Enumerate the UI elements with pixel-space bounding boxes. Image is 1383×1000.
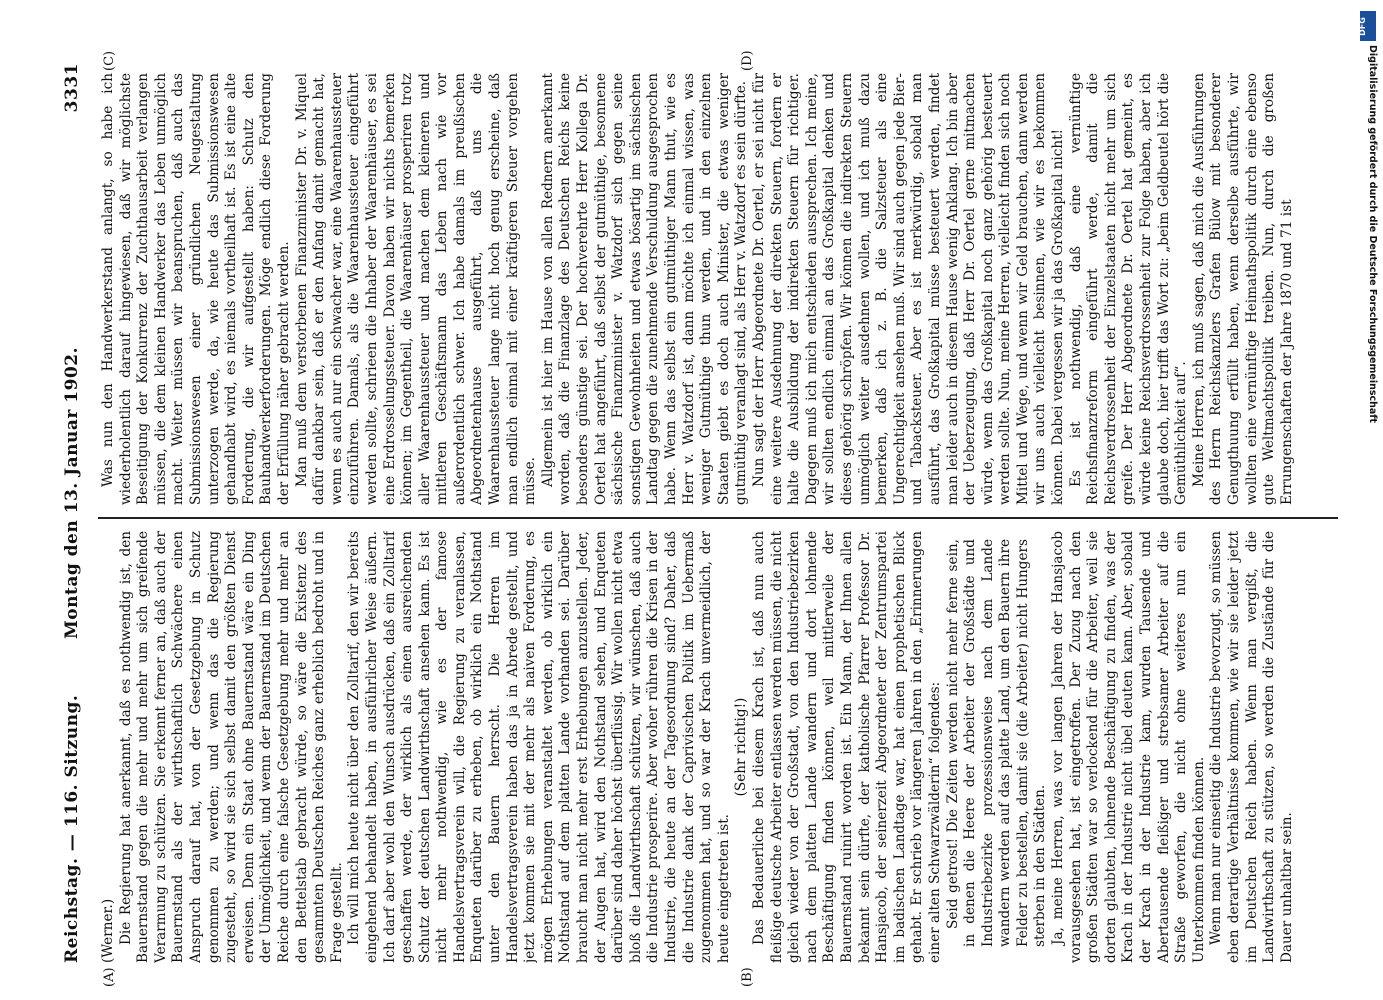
right-paragraph: Es ist nothwendig, daß eine vernünftige Reichsfinanzreform eingeführt werde, damit die Reichsverdrossenheit der Einzelstaaten nicht mehr um sich greife. Der Herr Abgeordnete Dr. Oertel hat gemeint, es würde keine Reichsverdrossenheit zur Folge haben, aber ich glaube doch, hier trifft das Wort zu: „beim Geldbeutel hört die Gemüthlichkeit auf“. [1067, 73, 1190, 505]
right-paragraph: Man muß dem verstorbenen Finanzminister Dr. v. Miquel dafür dankbar sein, daß er den Anfang damit gemacht hat, wenn es auch nur ein schwacher war, eine Waarenhaussteuer einzuführen. Damals, als die Waarenhaussteuer eingeführt werden sollte, schrieen die Inhaber der Waarenhäuser, es sei eine Erdrosselungssteuer. Davon haben wir nichts bemerken können; im Gegentheil, die Waarenhäuser prosperiren trotz aller Waarenhaussteuer und machen dem kleineren und mittleren Geschäftsmann das Leben nach wie vor außerordentlich schwer. Ich habe damals im preußischen Abgeordnetenhause ausgeführt, daß uns die Waarenhaussteuer lange nicht hoch genug erscheine, daß man endlich einmal mit einer kräftigeren Steuer vorgehen müsse. [293, 73, 539, 505]
right-column [100, 73, 1340, 505]
page-number: 3331 [62, 63, 82, 113]
interjection: (Sehr richtig!) [733, 697, 750, 797]
right-paragraph: Meine Herren, ich muß sagen, daß mich die Ausführungen des Herrn Reichskanzlers Grafen Bülow mit besonderer Genugthuung erfüllt haben, wenn derselbe ausführte, wir wollten eine vernünftige Heimathspolitik durch eine ebenso gute Weltmachtspolitik treiben. Nun, durch die großen Errungenschaften der Jahre 1870 und 71 ist [1190, 73, 1295, 505]
header-date: Montag den 13. Januar 1902. [62, 346, 82, 640]
right-paragraph: Nun sagt der Herr Abgeordnete Dr. Oertel, er sei nicht für eine weitere Ausdehnung der direkten Steuern, fordern er halte die Ausbildung der indirekten Steuern für richtiger. Dagegen muß ich mich entschieden aussprechen. Ich meine, wir sollten endlich einmal an das Großkapital denken und dieses gehörig schröpfen. Wir können die indirekten Steuern unmöglich weiter ausdehnen wollen, und ich muß dazu bemerken, daß ich z. B. die Salzsteuer als eine Ungerechtigkeit ansehen muß. Wir sind auch gegen jede Bier- und Tabacksteuer. Aber es ist merkwürdig, sobald man ausführt, das Großkapital müsse besteuert werden, findet man leider auch in diesem Hause wenig Anklang. Ich bin aber der Ueberzeugung, daß Herr Dr. Oertel gerne mitmachen würde, wenn das Großkapital noch ganz gehörig besteuert werden sollte. Nun, meine Herren, vielleicht finden sich noch Mittel und Wege, und wenn wir Geld brauchen, dann werden wir uns auch vielleicht besinnen, wie wir es bekommen können. Dabei vergessen wir ja das Großkapital nicht! [750, 73, 1067, 505]
margin-marker-d: (D) [740, 50, 755, 71]
left-paragraph: Ja, meine Herren, was vor langen Jahren der Hansjacob vorausgesehen hat, ist eingetroffen. Der Zuzug nach den großen Städten war so verlockend für die Arbeiter, weil sie dorten glaubten, lohnende Beschäftigung zu finden, was der Krach in der Industrie nicht übel deuten kann. Aber, sobald der Krach in der Industrie kam, wurden Tausende und Abertausende fleißiger und strebsamer Arbeiter auf die Straße geworfen, die nicht ohne weiteres nun ein Unterkommen finden können. [1050, 531, 1207, 963]
left-paragraph: Das Bedauerliche bei diesem Krach ist, daß nun auch fleißige deutsche Arbeiter entlassen werden müssen, die nicht gleich wieder von der Großstadt, von den Industriebezirken nach dem platten Lande wandern und dort lohnende Beschäftigung finden können, weil mittlerweile der Bauernstand ruinirt worden ist. Ein Mann, der Ihnen allen bekannt sein dürfte, der katholische Pfarrer Professor Dr. Hansjacob, der seinerzeit Abgeordneter der Zentrumspartei im badischen Landtage war, hat einen prophetischen Blick gehabt. Er schrieb vor längeren Jahren in den „Erinnerungen einer alten Schwarzwälderin“ folgendes: [750, 531, 943, 963]
header-session: Reichstag. — 116. Sitzung. [62, 694, 82, 963]
left-column [100, 531, 1340, 963]
digitization-notice [1358, 5, 1378, 995]
right-paragraph: Allgemein ist hier im Hause von allen Rednern anerkannt worden, daß die Finanzlage des Deutschen Reichs keine besonders günstige sei. Der hochverehrte Herr Kollega Dr. Oertel hat angeführt, daß selbst der gutmüthige, besonnene sächsische Finanzminister v. Watzdorf sich gegen seine sonstigen Gewohnheiten und etwas bösartig im sächsischen Landtag gegen die zunehmende Verschuldung ausgesprochen habe. Wenn das selbst ein gutmüthiger Mann thut, wie es Herr v. Watzdorf ist, dann möchte ich einmal wissen, was weniger Gutmüthige thun werden, und in den einzelnen Staaten giebt es doch auch Minister, die etwas weniger gutmüthig veranlagt sind, als Herr v. Watzdorf es sein dürfte. [539, 73, 750, 505]
right-paragraph: Was nun den Handwerkerstand anlangt, so habe ich wiederholentlich darauf hingewiesen, daß wir möglichste Beseitigung der Konkurrenz der Zuchthausarbeit verlangen müssen, die dem kleinen Handwerker das Leben unmöglich macht. Weiter müssen wir beanspruchen, daß auch das Submissionswesen einer gründlichen Neugestaltung unterzogen werde, da, wie heute das Submissionswesen gehandhabt wird, es niemals vortheilhaft ist. Es ist eine alte Forderung, die wir aufgestellt haben: Schutz den Bauhandwerkerforderungen. Möge endlich diese Forderung der Erfüllung näher gebracht werden. [100, 73, 292, 505]
margin-marker-b: (B) [740, 967, 755, 987]
left-paragraph: Ich will mich heute nicht über den Zolltarif, den wir bereits eingehend behandelt haben, in ausführlicher Weise äußern. Ich darf aber wohl den Wunsch ausdrücken, daß ein Zolltarif geschaffen werde, der wirklich als einen ausreichenden Schutz der deutschen Landwirthschaft ansehen kann. Es ist nicht mehr nothwendig, wie es der famose Handelsvertragsverein will, die Regierung zu veranlassen, Enqueten darüber zu erheben, ob wirklich ein Nothstand unter den Bauern herrscht. Die Herren im Handelsvertragsverein haben das ja in Abrede gestellt, und jetzt kommen sie mit der mehr als naiven Forderung, es mögen Erhebungen veranstaltet werden, ob wirklich ein Nothstand auf dem platten Lande vorhanden sei. Darüber braucht man nicht mehr erst Erhebungen anzustellen. Jeder, der Augen hat, wird den Nothstand sehen, und Enqueten darüber sind daher höchst überflüssig. Wir wollen nicht etwa bloß die Landwirthschaft schützen, wir wünschen, daß auch die Industrie prosperire. Aber woher rühren die Krisen in der Industrie, die heute an der Tagesordnung sind? Daher, daß die Industrie dank der Caprivischen Politik im Uebermaß zugenommen hat, und so war der Krach unvermeidlich, der heute eingetreten ist. [346, 531, 732, 963]
column-divider [98, 517, 1338, 519]
dfg-badge-text: DFG [1357, 17, 1367, 36]
margin-marker-c: (C) [102, 50, 117, 71]
funding-notice-text: Digitalisierung gefördert durch die Deutsche Forschungsgemeinschaft [1367, 45, 1378, 423]
quotation: Seid getrost! Die Zeiten werden nicht mehr ferne sein, in denen die Heere der Arbeiter der Großstädte und Industriebezirke prozessionsweise nach dem Lande wandern werden auf das platte Land, um den Bauern ihre Felder zu bestellen, damit sie (die Arbeiter) nicht Hungers sterben in den Städten. [944, 539, 1049, 947]
left-paragraph: Die Regierung hat anerkannt, daß es nothwendig ist, den Bauernstand gegen die mehr und mehr um sich greifende Verarmung zu schützen. Sie erkennt ferner an, daß auch der Bauernstand als der wirthschaftlich Schwächere einen Anspruch darauf hat, von der Gesetzgebung in Schutz genommen zu werden; und wenn das die Regierung zugesteht, so wird sie sich selbst damit den größten Dienst erweisen. Denn ein Staat ohne Bauernstand wäre ein Ding der Unmöglichkeit, und wenn der Bauernstand im Deutschen Reiche durch eine falsche Gesetzgebung mehr und mehr an den Bettelstab gebracht würde, so wäre die Existenz des gesammten Deutschen Reiches ganz erheblich bedroht und in Frage gestellt. [117, 531, 345, 963]
left-paragraph: Wenn man nur einseitig die Industrie bevorzugt, so müssen eben derartige Verhältnisse kommen, wie wir sie leider jetzt im Deutschen Reich haben. Wenn man vergißt, die Landwirthschaft zu stützen, so werden die Zustände für die Dauer unhaltbar sein. [1208, 531, 1295, 963]
page-header [50, 53, 90, 983]
speaker-name: (Werner.) [100, 898, 116, 963]
rotated-page-content [50, 50, 1348, 987]
margin-marker-a: (A) [102, 967, 117, 987]
dfg-logo-icon [1357, 11, 1376, 41]
